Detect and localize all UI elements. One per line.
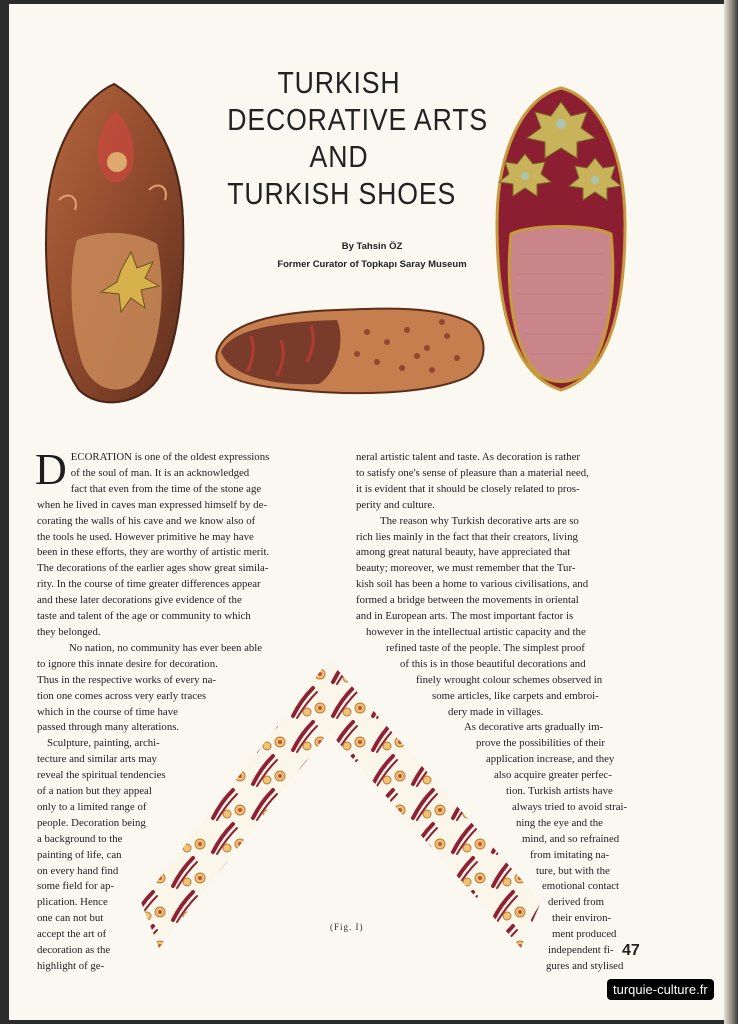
- title-line: AND: [309, 139, 369, 174]
- text-line: As decorative arts gradually im-: [464, 721, 604, 734]
- text-line: and in European arts. The most important factor is: [356, 610, 574, 623]
- site-watermark: turquie-culture.fr: [607, 979, 714, 1000]
- text-line: when he lived in caves man expressed himself by de-: [37, 498, 267, 511]
- text-line: their environ-: [552, 912, 612, 925]
- text-line: and these later decorations give evidence of the: [37, 594, 242, 607]
- text-line: plication. Hence: [37, 896, 108, 909]
- article-title: [227, 64, 488, 212]
- text-line: dery made in villages.: [448, 705, 544, 718]
- text-line: perity and culture.: [356, 498, 435, 511]
- text-line: however in the intellectual artistic capacity and the: [366, 625, 586, 638]
- text-line: application increase, and they: [486, 753, 615, 766]
- text-line: tion. Turkish artists have: [506, 785, 613, 798]
- text-line: ECORATION is one of the oldest expressions: [70, 451, 270, 463]
- book-spine-edge: [724, 0, 738, 1024]
- text-line: ture, but with the: [536, 864, 610, 877]
- text-line: mind, and so refrained: [522, 832, 620, 845]
- text-line: always tried to avoid strai-: [512, 800, 628, 813]
- text-line: from imitating na-: [530, 848, 610, 861]
- text-line: The reason why Turkish decorative arts are so: [380, 514, 579, 527]
- text-line: independent fi-: [548, 944, 614, 957]
- text-line: a background to the: [37, 832, 123, 845]
- text-line: some articles, like carpets and embroi-: [432, 689, 599, 702]
- text-line: of a nation but they appeal: [37, 785, 152, 798]
- text-line: fact that even from the time of the stone age: [70, 482, 262, 495]
- text-line: reveal the spiritual tendencies: [37, 769, 166, 782]
- text-line: on every hand find: [37, 864, 119, 877]
- text-line: also acquire greater perfec-: [494, 769, 612, 782]
- left-shoe-illustration: [39, 80, 189, 408]
- text-line: The decorations of the earlier ages show great simila-: [37, 562, 269, 575]
- text-line: only to a limited range of: [37, 800, 147, 813]
- magazine-page: [9, 4, 731, 1020]
- text-line: tion one comes across very early traces: [37, 689, 207, 702]
- text-line: neral artistic talent and taste. As decoration is rather: [356, 451, 580, 463]
- chevron-pattern-figure: [129, 652, 549, 952]
- author-role: Former Curator of Topkapı Saray Museum: [277, 259, 467, 270]
- text-line: of the soul of man. It is an acknowledged: [70, 466, 250, 479]
- title-line: DECORATIVE ARTS: [227, 102, 488, 137]
- text-line: painting of life, can: [37, 848, 122, 861]
- text-line: taste and talent of the age or community to which: [37, 610, 251, 623]
- text-line: passed through many alterations.: [37, 721, 180, 734]
- text-line: of this is in those beautiful decorations and: [400, 657, 586, 670]
- middle-shoe-illustration: [207, 292, 489, 402]
- text-line: derived from: [548, 896, 605, 909]
- figure-caption: (Fig. I): [330, 922, 364, 932]
- text-line: among great natural beauty, have appreciated that: [356, 546, 571, 559]
- text-line: which in the course of time have: [37, 705, 178, 718]
- text-line: kish soil has been a home to various civilisations, and: [356, 578, 589, 591]
- drop-cap: D: [35, 445, 67, 494]
- author-name: By Tahsin ÖZ: [341, 241, 403, 252]
- text-line: beauty; moreover, we must remember that the Tur-: [356, 562, 576, 575]
- text-line: been in these efforts, they are worthy of artistic merit.: [37, 546, 270, 559]
- title-line: TURKISH SHOES: [227, 176, 457, 211]
- text-line: refined taste of the people. The simplest proof: [386, 641, 585, 654]
- text-line: prove the possibilities of their: [476, 737, 605, 750]
- text-line: it is evident that it should be closely related to pros-: [356, 482, 580, 495]
- text-line: decoration as the: [37, 944, 111, 957]
- text-line: accept the art of: [37, 928, 107, 941]
- text-line: to ignore this innate desire for decoration.: [37, 657, 218, 670]
- text-line: Thus in the respective works of every na-: [37, 673, 216, 686]
- text-line: No nation, no community has ever been able: [69, 641, 263, 654]
- text-line: tecture and similar arts may: [37, 753, 157, 766]
- text-line: rity. In the course of time greater differences appear: [37, 578, 261, 591]
- text-line: highlight of ge-: [37, 960, 105, 972]
- text-line: Sculpture, painting, archi-: [47, 737, 160, 750]
- text-line: one can not but: [37, 912, 104, 925]
- text-line: some field for ap-: [37, 880, 115, 893]
- text-line: ment produced: [552, 928, 617, 941]
- text-line: they belonged.: [37, 625, 101, 638]
- text-line: to satisfy one's sense of pleasure than a material need,: [356, 466, 589, 479]
- byline: [257, 238, 487, 274]
- text-line: emotional contact: [542, 880, 620, 893]
- text-line: ning the eye and the: [516, 816, 603, 829]
- text-line: gures and stylised: [546, 960, 624, 972]
- text-line: finely wrought colour schemes observed in: [416, 673, 603, 686]
- right-shoe-illustration: [491, 84, 631, 396]
- text-line: the tools he used. However primitive he may have: [37, 530, 254, 543]
- text-line: corating the walls of his cave and we know also of: [37, 514, 256, 527]
- text-line: people. Decoration being: [37, 816, 146, 829]
- title-line: TURKISH: [277, 65, 401, 100]
- page-number: 47: [622, 942, 640, 959]
- text-line: rich lies mainly in the fact that their creators, living: [356, 530, 578, 543]
- text-line: formed a bridge between the movements in oriental: [356, 594, 579, 607]
